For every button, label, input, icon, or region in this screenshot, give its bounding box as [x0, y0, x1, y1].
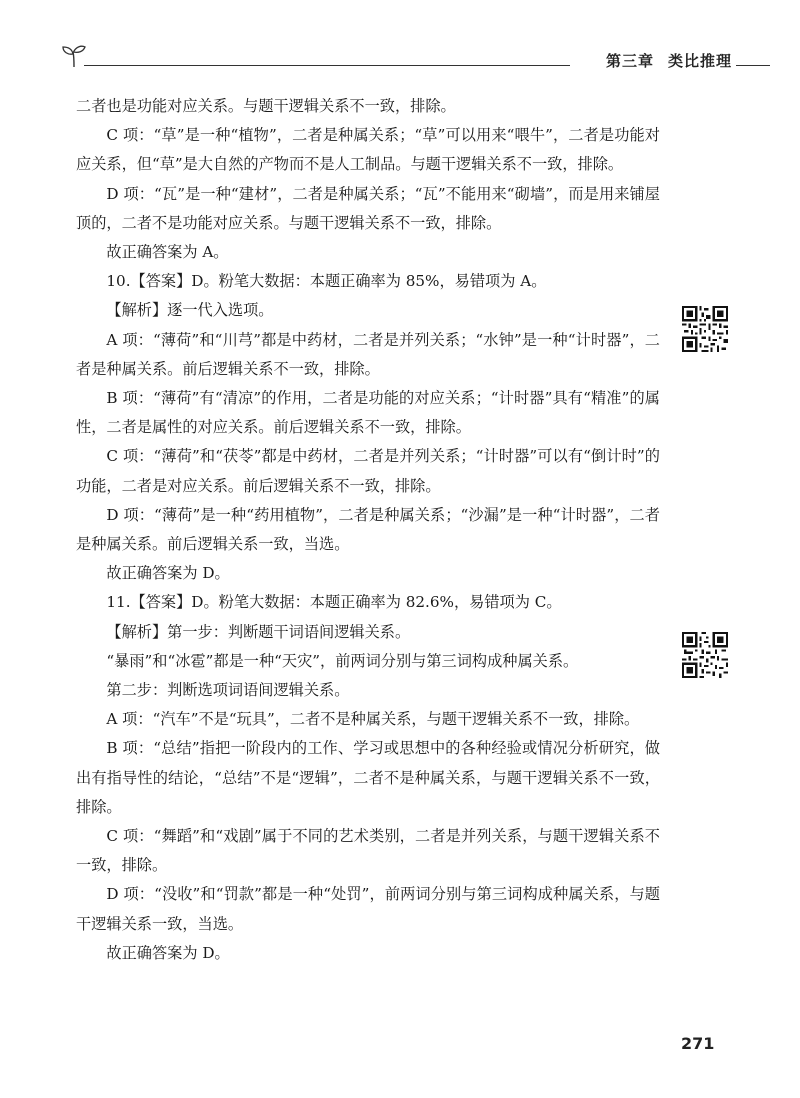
running-header — [62, 38, 770, 74]
paragraph: A 项：“薄荷”和“川芎”都是中药材，二者是并列关系；“水钟”是一种“计时器”，二者是种属关系。前后逻辑关系不一致，排除。 — [76, 330, 660, 378]
paragraph: 故正确答案为 D。 — [106, 564, 230, 583]
paragraph: 故正确答案为 D。 — [106, 943, 230, 962]
sprout-icon — [62, 42, 86, 68]
qr-code-icon[interactable] — [682, 306, 728, 352]
paragraph: B 项：“薄荷”有“清凉”的作用，二者是功能的对应关系；“计时器”具有“精准”的属性，二者是属性的对应关系。前后逻辑关系不一致，排除。 — [76, 389, 660, 437]
paragraph: D 项：“薄荷”是一种“药用植物”，二者是种属关系；“沙漏”是一种“计时器”，二者是种属关系。前后逻辑关系一致，当选。 — [76, 505, 660, 554]
header-rule-right — [736, 65, 770, 66]
paragraph: D 项：“没收”和“罚款”都是一种“处罚”，前两词分别与第三词构成种属关系，与题干逻辑关系一致，当选。 — [76, 885, 660, 933]
paragraph: B 项：“总结”指把一阶段内的工作、学习或思想中的各种经验或情况分析研究，做出有指导性的结论，“总结”不是“逻辑”，二者不是种属关系，与题干逻辑关系不一致，排除。 — [76, 739, 660, 816]
chapter-number: 第三章 — [605, 52, 654, 70]
paragraph: A 项：“汽车”不是“玩具”，二者不是种属关系，与题干逻辑关系不一致，排除。 — [106, 710, 640, 729]
analysis-line: 【解析】第一步：判断题干词语间逻辑关系。 — [106, 622, 411, 641]
paragraph: C 项：“草”是一种“植物”，二者是种属关系；“草”可以用来“喂牛”，二者是功能对应关系，但“草”是大自然的产物而不是人工制品。与题干逻辑关系不一致，排除。 — [76, 126, 660, 174]
chapter-section: 类比推理 — [667, 52, 732, 70]
qr-code-icon[interactable] — [682, 632, 728, 678]
paragraph: C 项：“舞蹈”和“戏剧”属于不同的艺术类别，二者是并列关系，与题干逻辑关系不一致，排除。 — [76, 827, 660, 875]
paragraph: “暴雨”和“冰雹”都是一种“天灾”，前两词分别与第三词构成种属关系。 — [106, 651, 579, 670]
paragraph: 故正确答案为 A。 — [106, 243, 229, 262]
header-rule-left — [84, 65, 570, 66]
paragraph: 二者也是功能对应关系。与题干逻辑关系不一致，排除。 — [76, 97, 456, 115]
paragraph: D 项：“瓦”是一种“建材”，二者是种属关系；“瓦”不能用来“砌墙”，而是用来铺屋顶的，二者不是功能对应关系。与题干逻辑关系不一致，排除。 — [76, 184, 660, 232]
chapter-title — [606, 50, 732, 71]
page-number: 271 — [681, 1034, 715, 1053]
analysis-line: 【解析】逐一代入选项。 — [106, 301, 274, 320]
paragraph: 第二步：判断选项词语间逻辑关系。 — [106, 681, 350, 700]
page-content — [76, 92, 660, 968]
paragraph: C 项：“薄荷”和“茯苓”都是中药材，二者是并列关系；“计时器”可以有“倒计时”的功能，二者是对应关系。前后逻辑关系不一致，排除。 — [76, 447, 660, 495]
answer-line: 10.【答案】D。粉笔大数据：本题正确率为 85%，易错项为 A。 — [106, 272, 547, 291]
answer-line: 11.【答案】D。粉笔大数据：本题正确率为 82.6%，易错项为 C。 — [106, 593, 562, 612]
